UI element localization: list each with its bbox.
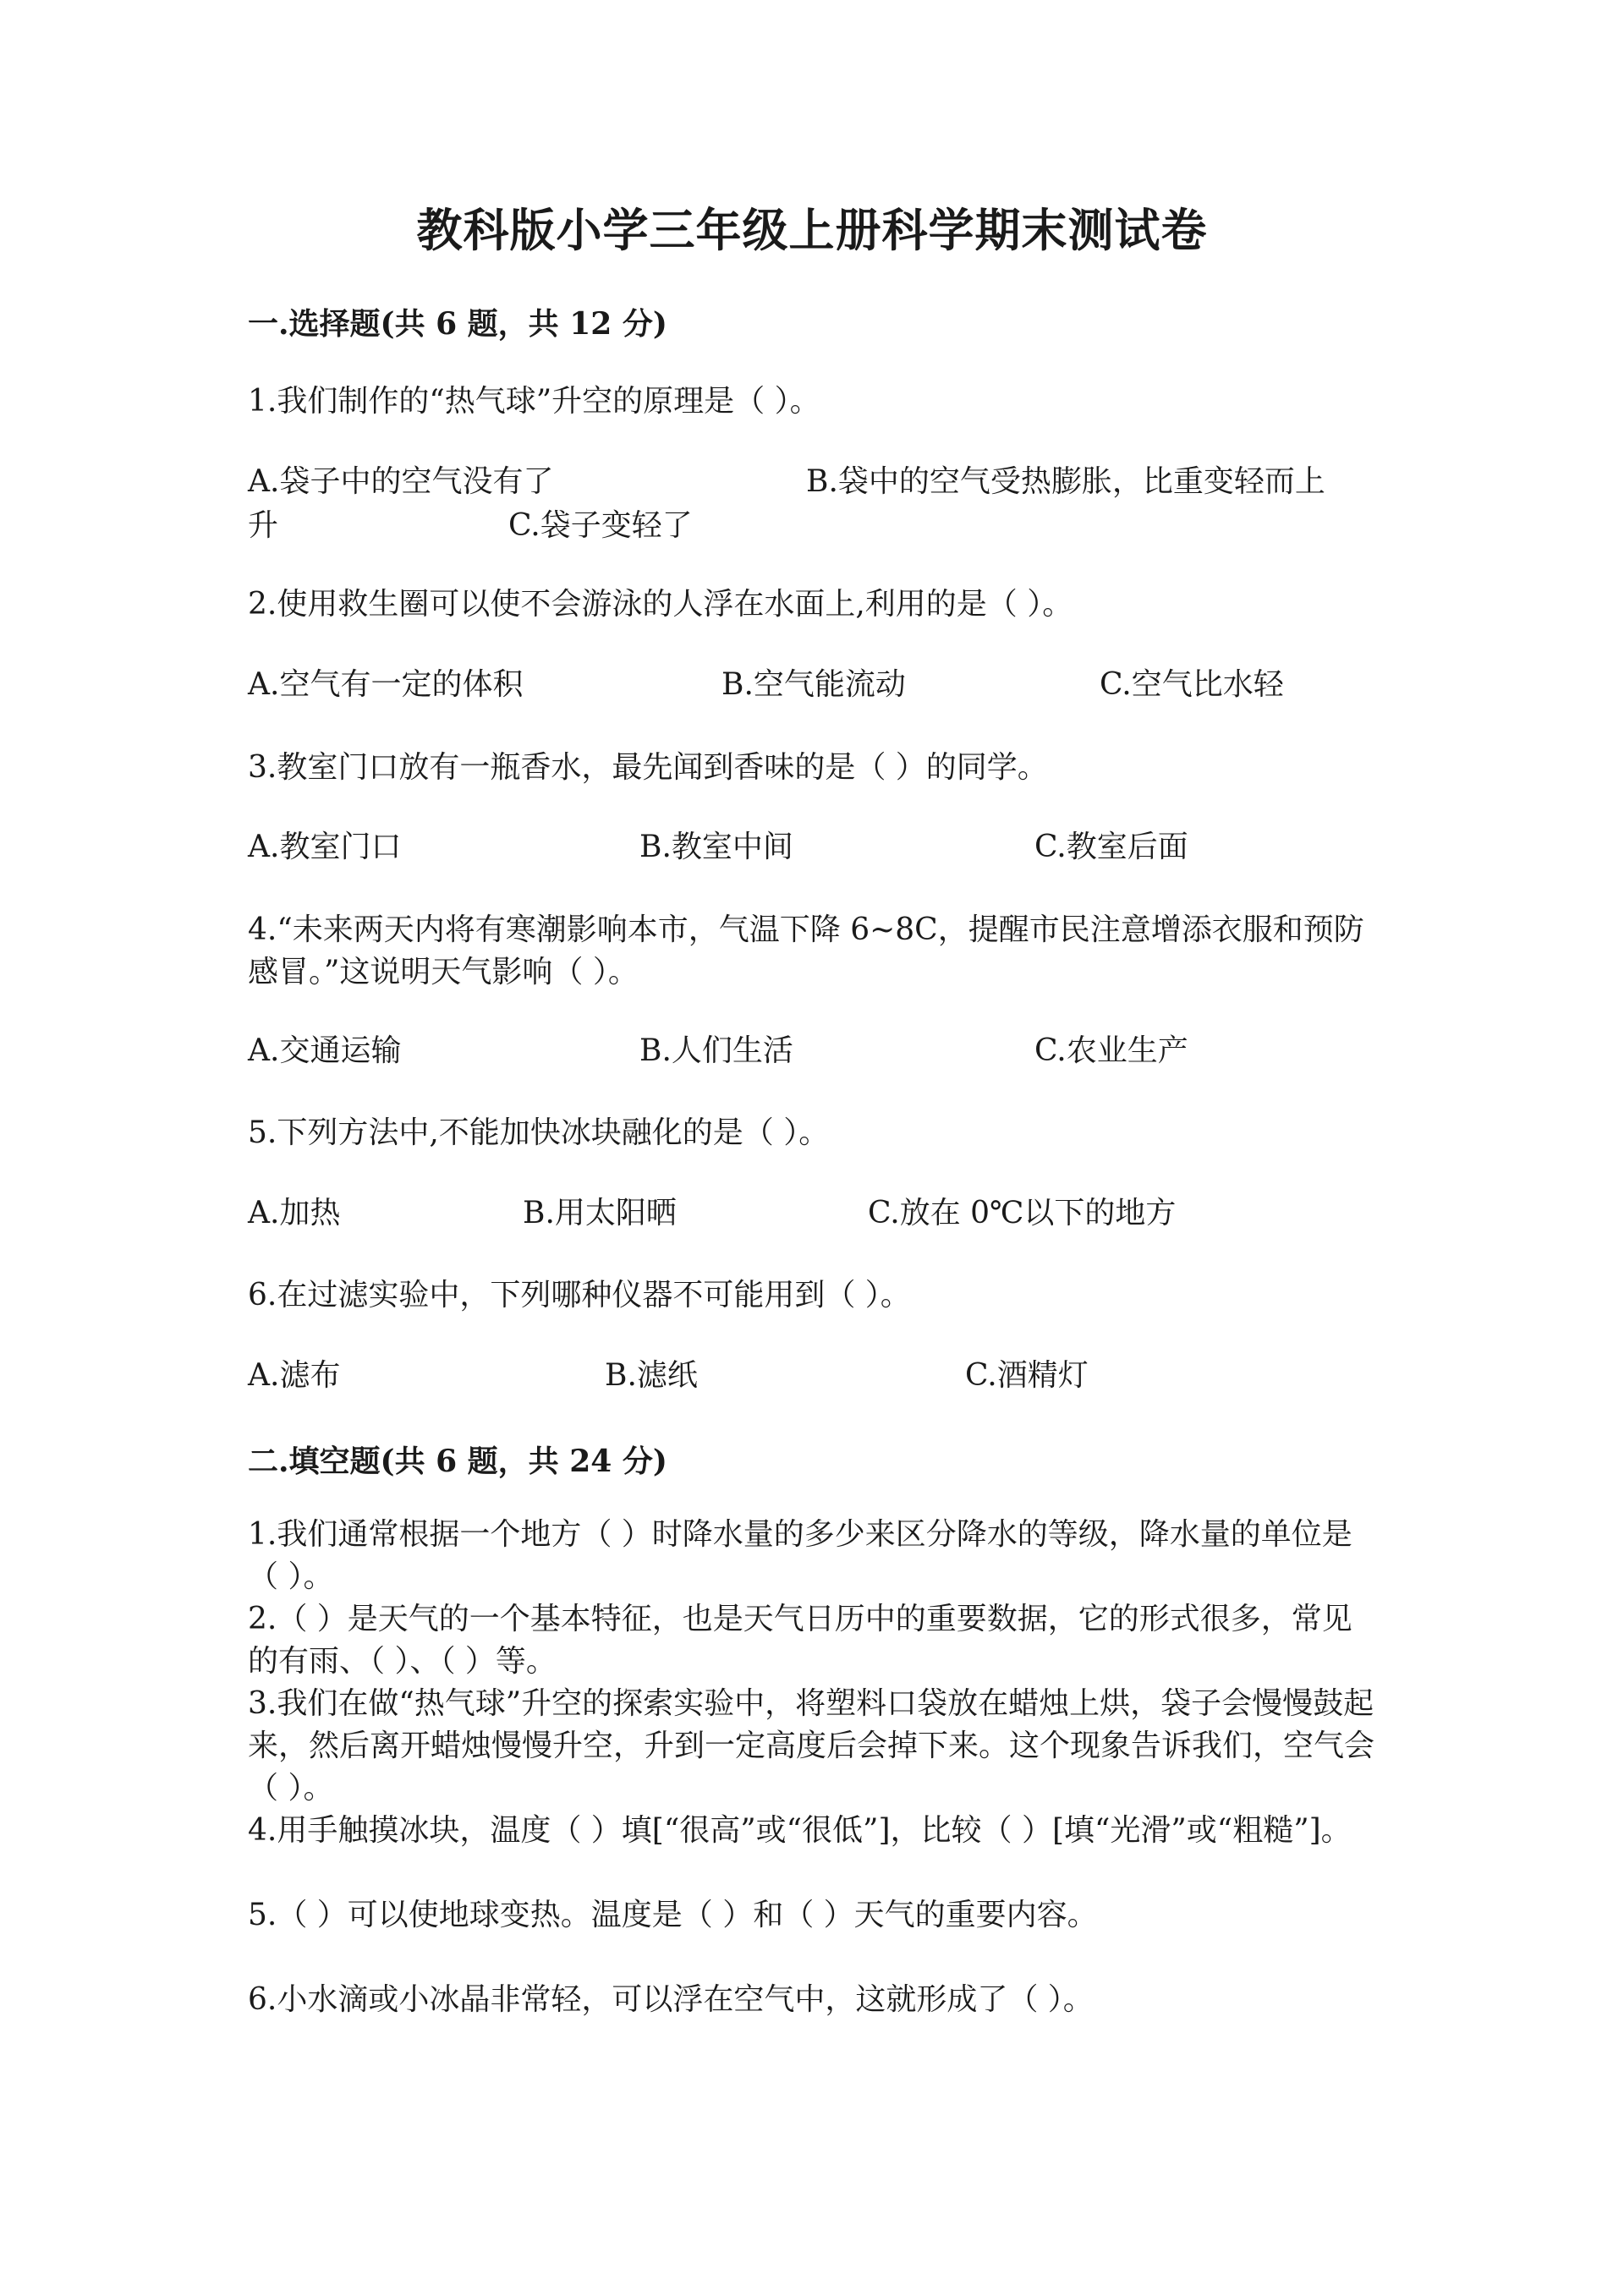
option-c: C.放在 0℃以下的地方 — [868, 1196, 1177, 1230]
choice-question-4: 4.“未来两天内将有寒潮影响本市，气温下降 6~8C，提醒市民注意增添衣服和预防感冒。”这说明天气影响（ ）。 — [248, 912, 1364, 989]
option-a: A.教室门口 — [248, 830, 402, 864]
option-a: A.袋子中的空气没有了 — [248, 464, 554, 499]
choice-question-2: 2.使用救生圈可以使不会游泳的人浮在水面上,利用的是（ ）。 — [248, 587, 1073, 622]
choice-question-6: 6.在过滤实验中，下列哪种仪器不可能用到（ ）。 — [248, 1278, 911, 1312]
option-b: B.袋中的空气受热膨胀，比重变轻而上 — [806, 464, 1325, 499]
section-heading-fill: 二.填空题(共 6 题，共 24 分) — [248, 1444, 667, 1479]
fill-question-4: 4.用手触摸冰块，温度（ ）填[“很高”或“很低”]，比较（ ）[填“光滑”或“粗糙”]。 — [248, 1813, 1352, 1848]
option-b: B.滤纸 — [605, 1358, 698, 1393]
choice-options-4 — [248, 1028, 1381, 1074]
option-c: C.酒精灯 — [965, 1358, 1089, 1393]
choice-options-5 — [248, 1191, 1381, 1236]
page-title: 教科版小学三年级上册科学期末测试卷 — [416, 203, 1208, 257]
fill-question-2: 2.（ ）是天气的一个基本特征，也是天气日历中的重要数据，它的形式很多，常见的有雨、（ ）、（ ）等。 — [248, 1602, 1352, 1679]
choice-question-5: 5.下列方法中,不能加快冰块融化的是（ ）。 — [248, 1115, 830, 1150]
option-b: B.空气能流动 — [721, 667, 906, 702]
section-heading-choice: 一.选择题(共 6 题，共 12 分) — [248, 306, 667, 342]
fill-question-1: 1.我们通常根据一个地方（ ）时降水量的多少来区分降水的等级，降水量的单位是（ ）。 — [248, 1517, 1352, 1594]
option-c: C.教室后面 — [1034, 830, 1188, 864]
option-a: A.加热 — [248, 1196, 341, 1230]
option-a: A.滤布 — [248, 1358, 341, 1393]
option-b: B.人们生活 — [639, 1033, 793, 1068]
option-c: C.空气比水轻 — [1100, 667, 1284, 702]
choice-options-1-cont — [248, 503, 1381, 549]
option-b: B.教室中间 — [639, 830, 793, 864]
fill-question-3: 3.我们在做“热气球”升空的探索实验中，将塑料口袋放在蜡烛上烘，袋子会慢慢鼓起来，然后离开蜡烛慢慢升空，升到一定高度后会掉下来。这个现象告诉我们，空气会（ ）。 — [248, 1686, 1375, 1806]
option-a: A.空气有一定的体积 — [248, 667, 524, 702]
choice-options-2 — [248, 662, 1381, 708]
fill-question-5: 5.（ ）可以使地球变热。温度是（ ）和（ ）天气的重要内容。 — [248, 1898, 1098, 1932]
option-c: C.袋子变轻了 — [508, 508, 693, 543]
choice-options-3 — [248, 825, 1381, 870]
choice-question-3: 3.教室门口放有一瓶香水，最先闻到香味的是（ ）的同学。 — [248, 750, 1048, 785]
choice-options-6 — [248, 1353, 1381, 1399]
choice-question-1: 1.我们制作的“热气球”升空的原理是（ ）。 — [248, 384, 820, 419]
fill-question-6: 6.小水滴或小冰晶非常轻，可以浮在空气中，这就形成了（ ）。 — [248, 1982, 1094, 2017]
option-b: B.用太阳晒 — [523, 1196, 677, 1230]
option-b-wrap: 升 — [248, 508, 279, 543]
choice-options-1 — [248, 459, 1381, 505]
option-a: A.交通运输 — [248, 1033, 402, 1068]
option-c: C.农业生产 — [1034, 1033, 1188, 1068]
